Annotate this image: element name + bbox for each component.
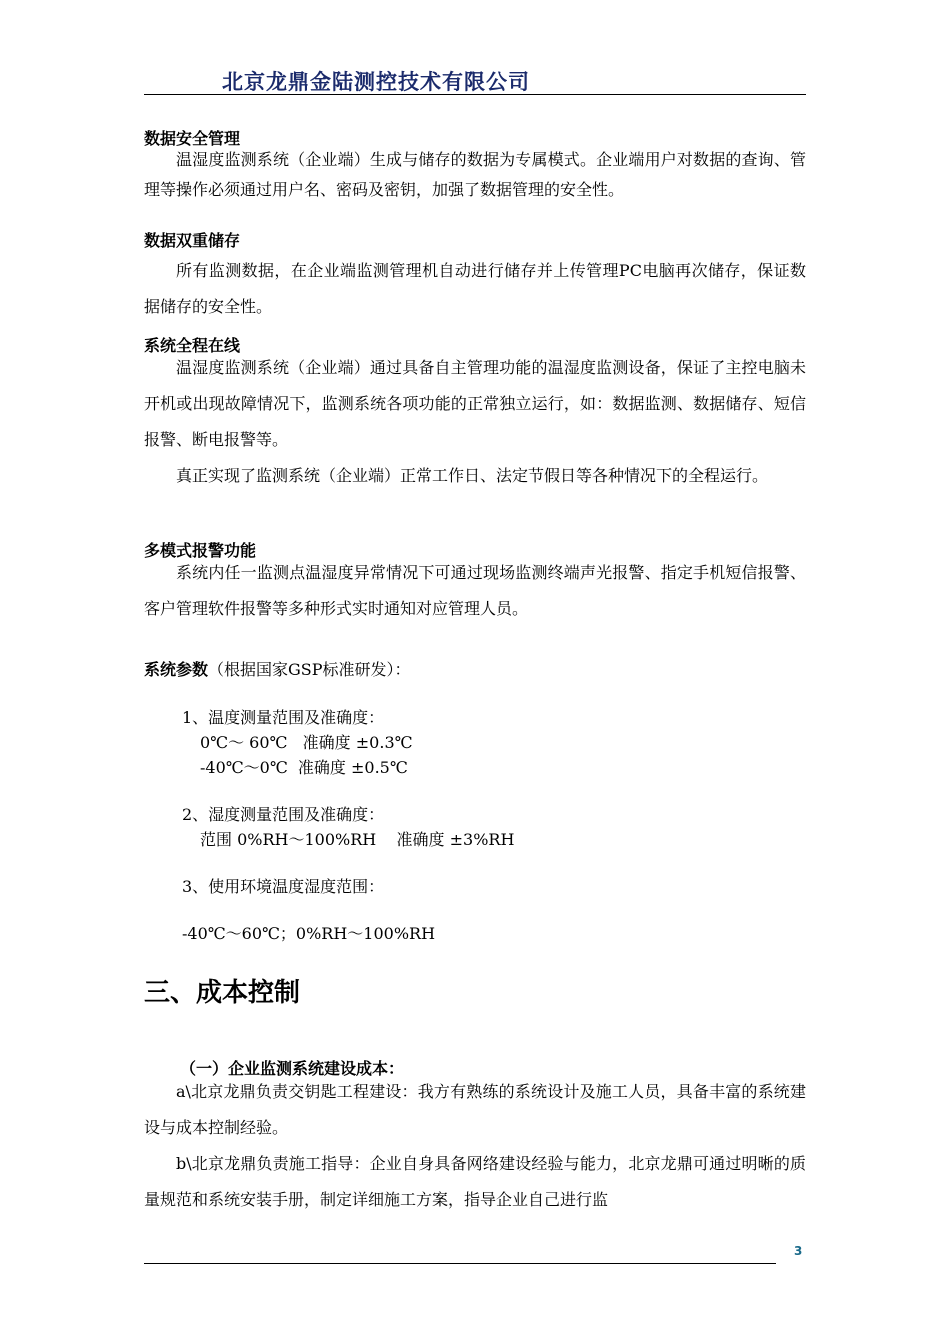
param-item: 3、使用环境温度湿度范围： xyxy=(182,877,385,896)
params-title-rest: （根据国家GSP标准研发）： xyxy=(208,660,411,679)
section-title: 三、成本控制 xyxy=(144,978,301,1008)
params-title-bold: 系统参数 xyxy=(144,660,209,679)
param-value: -40℃～0℃ 准确度 ±0.5℃ xyxy=(200,758,408,777)
feature-paragraph: 温湿度监测系统（企业端）通过具备自主管理功能的温湿度监测设备，保证了主控电脑未开机或出现故障情况下，监测系统各项功能的正常独立运行，如：数据监测、数据储存、短信报警、断电报警等。 xyxy=(144,358,806,449)
params-title xyxy=(144,657,411,680)
feature-paragraph: 温湿度监测系统（企业端）生成与储存的数据为专属模式。企业端用户对数据的查询、管理等操作必须通过用户名、密码及密钥，加强了数据管理的安全性。 xyxy=(144,150,806,199)
footer-rule xyxy=(144,1263,776,1264)
feature-heading: 多模式报警功能 xyxy=(144,541,257,560)
feature-heading: 数据安全管理 xyxy=(144,129,241,148)
company-name: 北京龙鼎金陆测控技术有限公司 xyxy=(222,70,530,94)
param-value: -40℃～60℃；0%RH～100%RH xyxy=(182,924,436,943)
feature-paragraph: 真正实现了监测系统（企业端）正常工作日、法定节假日等各种情况下的全程运行。 xyxy=(176,466,769,485)
section-paragraph: a\北京龙鼎负责交钥匙工程建设：我方有熟练的系统设计及施工人员，具备丰富的系统建设与成本控制经验。 xyxy=(144,1082,806,1137)
section-subtitle: （一）企业监测系统建设成本： xyxy=(180,1059,405,1078)
feature-heading: 数据双重储存 xyxy=(144,231,241,250)
feature-paragraph: 系统内任一监测点温湿度异常情况下可通过现场监测终端声光报警、指定手机短信报警、客户管理软件报警等多种形式实时通知对应管理人员。 xyxy=(144,563,806,618)
param-value: 0℃～ 60℃ 准确度 ±0.3℃ xyxy=(200,733,413,752)
param-value: 范围 0%RH～100%RH 准确度 ±3%RH xyxy=(200,830,515,849)
feature-heading: 系统全程在线 xyxy=(144,336,241,355)
section-paragraph: b\北京龙鼎负责施工指导：企业自身具备网络建设经验与能力，北京龙鼎可通过明晰的质量规范和系统安装手册，制定详细施工方案，指导企业自己进行监 xyxy=(144,1154,806,1209)
param-item: 1、温度测量范围及准确度： xyxy=(182,708,385,727)
feature-paragraph: 所有监测数据，在企业端监测管理机自动进行储存并上传管理PC电脑再次储存，保证数据储存的安全性。 xyxy=(144,261,806,316)
param-item: 2、湿度测量范围及准确度： xyxy=(182,805,385,824)
page-number: 3 xyxy=(794,1244,803,1258)
header-rule xyxy=(144,94,806,95)
